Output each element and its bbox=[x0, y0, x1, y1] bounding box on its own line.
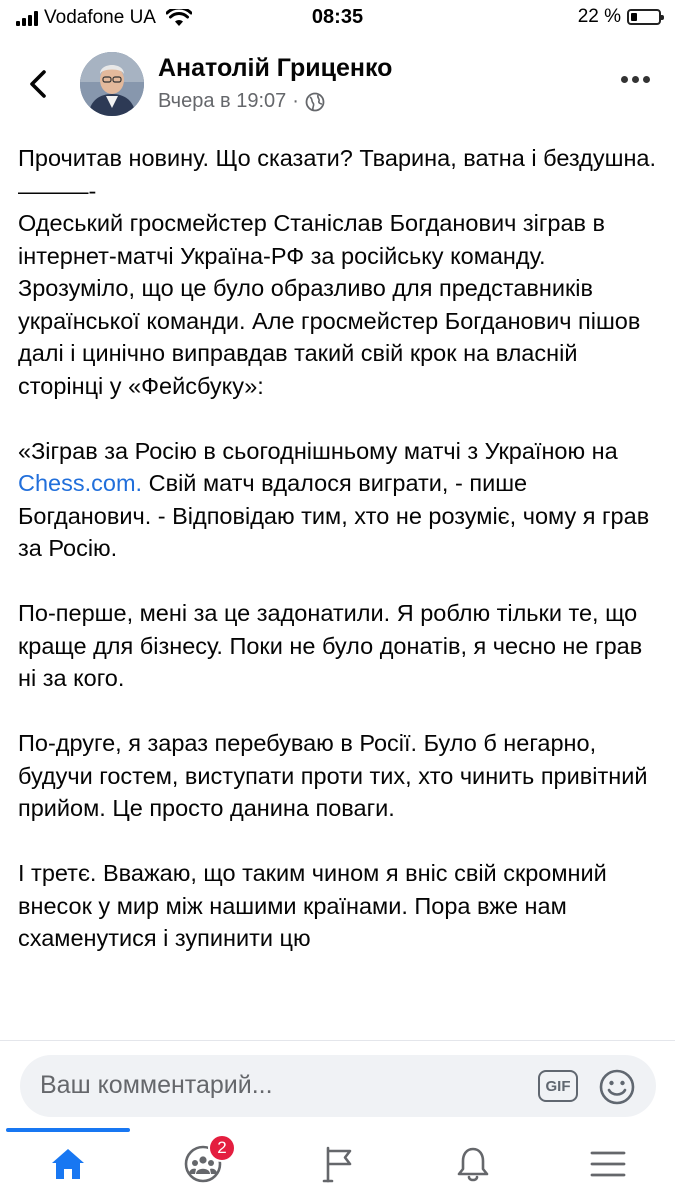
comment-bar bbox=[0, 1040, 675, 1126]
dot-icon bbox=[632, 76, 639, 83]
dot-icon bbox=[643, 76, 650, 83]
bottom-navigation bbox=[0, 1126, 675, 1200]
notifications-bell-icon bbox=[453, 1144, 493, 1184]
paragraph-gap bbox=[18, 825, 658, 858]
meta-separator: · bbox=[292, 90, 299, 112]
status-right bbox=[578, 6, 661, 28]
home-icon bbox=[48, 1144, 88, 1184]
status-bar bbox=[0, 0, 675, 36]
post-paragraph: По-друге, я зараз перебуваю в Росії. Було б негарно, будучи гостем, виступати проти тих, хто чинить привітний прийом. Це просто данина поваги. bbox=[18, 730, 648, 821]
globe-icon bbox=[305, 92, 325, 112]
post-timestamp[interactable]: Вчера в 19:07 bbox=[158, 90, 287, 112]
comment-placeholder: Ваш комментарий... bbox=[40, 1071, 273, 1099]
quote-text-after: Свій матч вдалося виграти, - пише Богданович. - Відповідаю тим, хто не розуміє, чому я грав за Росію. bbox=[18, 470, 650, 561]
post-paragraph: По-перше, мені за це задонатили. Я роблю тільки те, що краще для бізнесу. Поки не було донатів, я чесно не грав ні за кого. bbox=[18, 600, 643, 691]
nav-groups[interactable] bbox=[178, 1138, 228, 1186]
quote-text-before: «Зіграв за Росію в сьогоднішньому матчі з Україною на bbox=[18, 437, 618, 464]
nav-menu[interactable] bbox=[583, 1142, 633, 1186]
groups-badge: 2 bbox=[208, 1134, 236, 1162]
pages-flag-icon bbox=[318, 1144, 358, 1184]
post-meta bbox=[158, 90, 325, 113]
menu-icon bbox=[588, 1144, 628, 1184]
post-paragraph: Одеський гросмейстер Станіслав Богданович зіграв в інтернет-матчі Україна-РФ за російську команду. Зрозуміло, що це було образливо для представників української команди. Але гросмейстер Богданович пішов далі і цинічно виправдав такий свій крок на власній сторінці у «Фейсбуку»: bbox=[18, 210, 641, 399]
post-text bbox=[18, 142, 658, 1042]
author-name[interactable]: Анатолій Гриценко bbox=[158, 54, 393, 82]
carrier-name: Vodafone UA bbox=[44, 7, 156, 28]
battery-icon bbox=[627, 9, 661, 25]
post-header bbox=[0, 50, 675, 130]
battery-percent: 22 % bbox=[577, 6, 621, 27]
nav-home[interactable] bbox=[43, 1142, 93, 1186]
dot-icon bbox=[621, 76, 628, 83]
more-options-button[interactable] bbox=[621, 76, 651, 86]
avatar-image bbox=[80, 52, 144, 116]
post-separator-line: ———- bbox=[18, 177, 97, 204]
paragraph-gap bbox=[18, 565, 658, 598]
active-tab-indicator bbox=[6, 1128, 130, 1132]
battery-fill bbox=[631, 13, 637, 21]
paragraph-gap bbox=[18, 695, 658, 728]
post-paragraph: Прочитав новину. Що сказати? Тварина, ватна і бездушна. bbox=[18, 145, 657, 171]
emoji-icon[interactable] bbox=[598, 1068, 636, 1106]
nav-notifications[interactable] bbox=[448, 1142, 498, 1186]
back-button[interactable] bbox=[22, 66, 58, 102]
paragraph-gap bbox=[18, 402, 658, 435]
comment-input[interactable] bbox=[20, 1055, 656, 1117]
clock: 08:35 bbox=[311, 6, 364, 28]
post-paragraph-quote bbox=[18, 435, 658, 565]
gif-button[interactable]: GIF bbox=[538, 1070, 578, 1102]
nav-pages[interactable] bbox=[313, 1142, 363, 1186]
author-avatar[interactable] bbox=[80, 52, 144, 116]
post-paragraph: І третє. Вважаю, що таким чином я вніс свій скромний внесок у мир між нашими країнами. Пора вже нам схаменутися і зупинити цю bbox=[18, 860, 607, 951]
chess-link[interactable]: Chess.com. bbox=[18, 470, 143, 496]
